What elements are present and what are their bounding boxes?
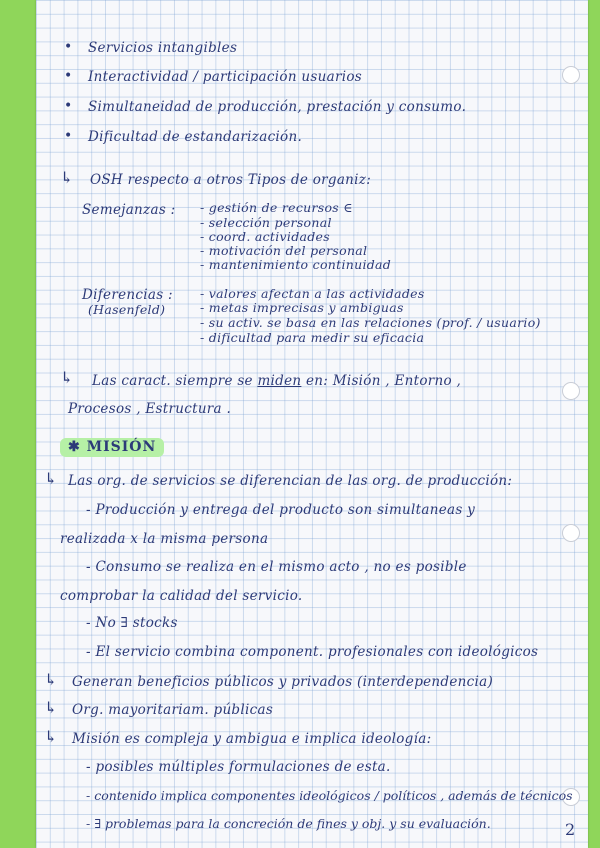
mision-line: - No ∃ stocks [86, 615, 178, 631]
mision-line: - Producción y entrega del producto son simultaneas y [86, 502, 476, 518]
mision-line: comprobar la calidad del servicio. [60, 588, 303, 604]
bullet-icon: • [64, 39, 73, 55]
diferencias-item: - metas imprecisas y ambiguas [200, 300, 404, 315]
diferencias-item: - valores afectan a las actividades [200, 286, 425, 301]
semejanzas-item: - motivación del personal [200, 243, 368, 258]
semejanzas-item: - coord. actividades [200, 229, 330, 244]
page-number: 2 [565, 820, 576, 839]
binder-hole [562, 524, 580, 542]
arrow-icon: ↳ [60, 168, 74, 187]
mision-heading: ✱ MISIÓN [60, 438, 164, 457]
semejanzas-label: Semejanzas : [82, 202, 176, 218]
mision-line: - Consumo se realiza en el mismo acto , no es posible [86, 559, 467, 575]
mision-line: realizada x la misma persona [60, 531, 269, 547]
arrow-icon: ↳ [44, 727, 58, 746]
mision-line: Generan beneficios públicos y privados (interdependencia) [72, 674, 494, 690]
diferencias-item: - su activ. se basa en las relaciones (prof. / usuario) [200, 315, 541, 330]
arrow-icon: ↳ [44, 698, 58, 717]
semejanzas-item: - mantenimiento continuidad [200, 257, 392, 272]
diferencias-sublabel: (Hasenfeld) [88, 302, 166, 317]
bullet-item: Dificultad de estandarización. [88, 129, 303, 145]
bullet-icon: • [64, 68, 73, 84]
caract-line-2: Procesos , Estructura . [68, 401, 232, 417]
semejanzas-item: - gestión de recursos ∈ [200, 200, 353, 215]
mision-line: - posibles múltiples formulaciones de esta. [86, 759, 391, 775]
mision-line: - ∃ problemas para la concreción de fines y obj. y su evaluación. [86, 816, 491, 831]
arrow-icon: ↳ [60, 368, 74, 387]
caract-line [92, 373, 461, 389]
bullet-icon: • [64, 98, 73, 114]
bullet-item: Servicios intangibles [88, 40, 238, 56]
bullet-item: Interactividad / participación usuarios [88, 69, 362, 85]
mision-line: Org. mayoritariam. públicas [72, 702, 274, 718]
caract-underlined-word: miden [257, 373, 302, 389]
arrow-icon: ↳ [44, 469, 58, 488]
mision-line: Misión es compleja y ambigua e implica ideología: [72, 731, 432, 747]
diferencias-item: - dificultad para medir su eficacia [200, 330, 425, 345]
bullet-icon: • [64, 128, 73, 144]
semejanzas-item: - selección personal [200, 215, 332, 230]
binder-hole [562, 66, 580, 84]
arrow-icon: ↳ [44, 670, 58, 689]
binder-hole [562, 382, 580, 400]
mision-line: Las org. de servicios se diferencian de las org. de producción: [68, 473, 513, 489]
bullet-item: Simultaneidad de producción, prestación y consumo. [88, 99, 467, 115]
osh-heading: OSH respecto a otros Tipos de organiz: [90, 172, 372, 188]
mision-line: - contenido implica componentes ideológicos / políticos , además de técnicos [86, 788, 573, 803]
caract-text: en: Misión , Entorno , [305, 373, 462, 389]
mision-line: - El servicio combina component. profesionales con ideológicos [86, 644, 539, 660]
diferencias-label: Diferencias : [82, 287, 173, 303]
notebook-page [36, 0, 588, 848]
caract-text: Las caract. siempre se [92, 373, 253, 389]
